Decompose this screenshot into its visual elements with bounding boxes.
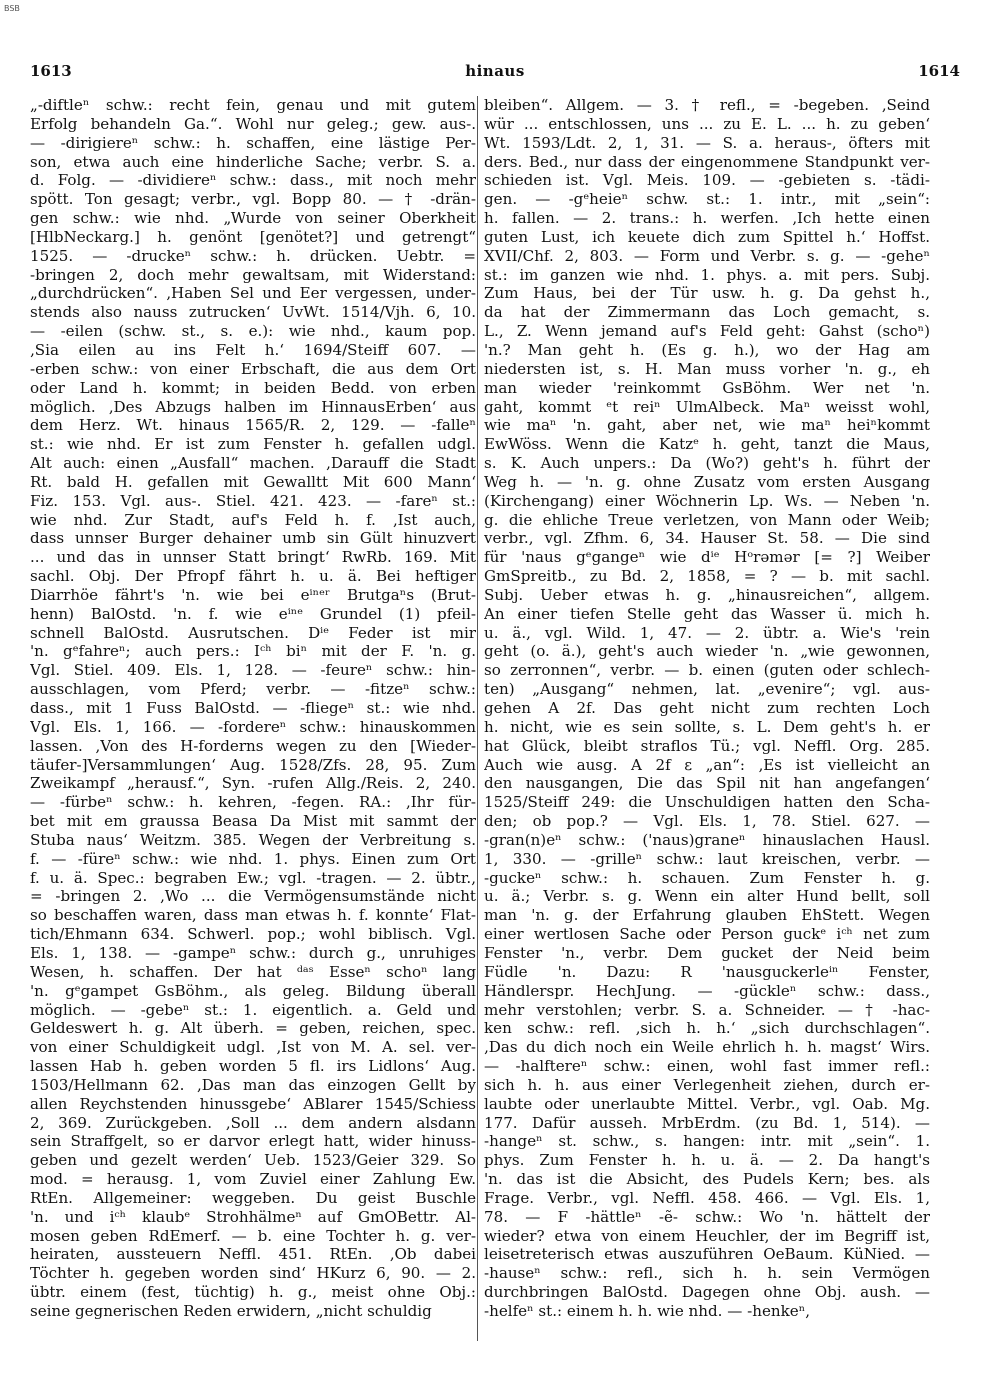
text-line: da hat der Zimmermann das Loch gemacht, s. (484, 303, 930, 322)
text-line: leisetreterisch etwas auszuführen OeBaum. KüNied. — (484, 1245, 930, 1264)
text-line: — -halftereⁿ schw.: einen, wohl fast immer refl.: (484, 1057, 930, 1076)
text-line: phys. Zum Fenster h. h. u. ä. — 2. Da hangt's (484, 1151, 930, 1170)
text-line: — -dirigiereⁿ schw.: h. schaffen, eine lästige Per- (30, 133, 476, 152)
text-line: Vgl. Els. 1, 166. — -fordereⁿ schw.: hinauskommen (30, 717, 476, 736)
text-line: — -fürbeⁿ schw.: h. kehren, -fegen. RA.: ‚Ihr für- (30, 793, 476, 812)
text-line: mehr verstohlen; verbr. S. a. Schneider. — † -hac- (484, 1000, 930, 1019)
text-line: -bringen 2, doch mehr gewaltsam, mit Widerstand: (30, 265, 476, 284)
text-line: EwWöss. Wenn die Katzᵉ h. geht, tanzt die Maus, (484, 435, 930, 454)
text-line: XVII/Chf. 2, 803. — Form und Verbr. s. g. — -geheⁿ (484, 246, 930, 265)
text-line: Frage. Verbr., vgl. Neffl. 458. 466. — Vgl. Els. 1, (484, 1188, 930, 1207)
text-line: durchbringen BalOstd. Dagegen ohne Obj. aush. — (484, 1283, 930, 1302)
text-line: geben und gezelt werden‘ Ueb. 1523/Geier 329. So (30, 1151, 476, 1170)
text-line: möglich. ‚Des Abzugs halben im HinnausErben‘ aus (30, 397, 476, 416)
text-line: einer wertlosen Sache oder Person guckᵉ iᶜʰ net zum (484, 925, 930, 944)
text-line: -helfeⁿ st.: einem h. h. wie nhd. — -henkeⁿ, (484, 1302, 811, 1320)
text-line: RtEn. Allgemeiner: weggeben. Du geist Buschle (30, 1188, 476, 1207)
text-line: heiraten, aussteuern Neffl. 451. RtEn. ‚Ob dabei (30, 1245, 476, 1264)
text-line: h. fallen. — 2. trans.: h. werfen. ‚Ich hette einen (484, 209, 930, 228)
text-line: so beschaffen waren, dass man etwas h. f. konnte‘ Flat- (30, 906, 476, 925)
text-line: An einer tiefen Stelle geht das Wasser ü. mich h. (484, 604, 930, 623)
text-line: henn) BalOstd. 'n. f. wie eⁱⁿᵉ Grundel (1) pfeil- (30, 604, 476, 623)
text-line: gaht, kommt ᵉt reiⁿ UlmAlbeck. Maⁿ weisst wohl, (484, 397, 930, 416)
text-line: gehen A 2f. Das geht nicht zum rechten Loch (484, 699, 930, 717)
page-number-right: 1614 (918, 62, 960, 80)
text-line: -guckeⁿ schw.: h. schauen. Zum Fenster h. g. (484, 868, 930, 887)
text-line: Fenster 'n., verbr. Dem gucket der Neid beim (484, 943, 930, 962)
text-line: 'n. gᵉgampet GsBöhm., als geleg. Bildung überall (30, 981, 476, 1000)
text-line: -hauseⁿ schw.: refl., sich h. h. sein Vermögen (484, 1264, 930, 1283)
text-line: Geldeswert h. g. Alt überh. = geben, reichen, spec. (30, 1019, 476, 1038)
text-line: ten) „Ausgang“ nehmen, lat. „evenire“; vgl. aus- (484, 680, 930, 699)
text-line: schieden ist. Vgl. Meis. 109. — -gebieten s. -tädi- (484, 171, 930, 190)
page-title: hinaus (465, 62, 525, 80)
text-line: (Kirchengang) einer Wöchnerin Lp. Ws. — Neben 'n. (484, 491, 930, 510)
text-line: den nausgangen, Die das Spil nit han angefangen‘ (484, 774, 930, 793)
text-line: f. — -füreⁿ schw.: wie nhd. 1. phys. Einen zum Ort (30, 849, 476, 868)
text-line: wie maⁿ 'n. gaht, aber net, wie maⁿ heiⁿkommt (484, 416, 930, 435)
text-line: den; ob pop.? — Vgl. Els. 1, 78. Stiel. 627. — (484, 812, 930, 831)
text-line: Stuba naus‘ Weitzm. 385. Wegen der Verbreitung s. (30, 830, 476, 849)
text-line: Els. 1, 138. — -gampeⁿ schw.: durch g., unruhiges (30, 943, 476, 962)
text-line: laubte oder unerlaubte Mittel. Verbr., vgl. Oab. Mg. (484, 1094, 930, 1113)
text-line: ‚Sia eilen au ins Felt h.‘ 1694/Steiff 607. — (30, 340, 476, 359)
text-line: wieder? etwa von einem Heuchler, der im Begriff ist, (484, 1226, 930, 1245)
text-line: „durchdrücken“. ‚Haben Sel und Eer vergessen, under- (30, 284, 476, 303)
text-line: st.: wie nhd. Er ist zum Fenster h. gefallen udgl. (30, 435, 476, 454)
text-line: sein Straffgelt, so er darvor erlegt hatt, wider hinuss- (30, 1132, 476, 1151)
text-line: von einer Schuldigkeit udgl. ‚Ist von M. A. sel. ver- (30, 1038, 476, 1057)
text-line: ken schw.: refl. ‚sich h. h.‘ „sich durchschlagen“. (484, 1019, 930, 1038)
text-line: tich/Ehmann 634. Schwerl. pop.; wohl biblisch. Vgl. (30, 925, 476, 944)
text-line: gen. — -gᵉheieⁿ schw. st.: 1. intr., mit „sein“: (484, 190, 930, 209)
left-column (30, 96, 476, 1346)
text-line: Händlerspr. HechJung. — -gückleⁿ schw.: dass., (484, 981, 930, 1000)
text-line: dass unnser Burger dehainer umb sin Gült hinuzvert (30, 529, 476, 548)
text-line: GmSpreitb., zu Bd. 2, 1858, = ? — b. mit sachl. (484, 567, 930, 586)
text-line: Fiz. 153. Vgl. aus-. Stiel. 421. 423. — -fareⁿ st.: (30, 491, 476, 510)
text-line: 'n. gᵉfahreⁿ; auch pers.: Iᶜʰ biⁿ mit der F. 'n. g. (30, 642, 476, 661)
text-line: Töchter h. gegeben worden sind‘ HKurz 6, 90. — 2. (30, 1264, 476, 1283)
text-line: sich h. h. aus einer Verlegenheit ziehen, durch er- (484, 1075, 930, 1094)
text-line: gen schw.: wie nhd. „Wurde von seiner Oberkheit (30, 209, 476, 228)
text-line: man 'n. g. der Erfahrung glauben EhStett. Wegen (484, 906, 930, 925)
text-line: Füdle 'n. Dazu: R 'nausguckerleⁱⁿ Fenster, (484, 962, 930, 981)
text-line: -hangeⁿ st. schw., s. hangen: intr. mit „sein“. 1. (484, 1132, 930, 1151)
library-stamp: BSB (4, 4, 20, 13)
text-line: Subj. Ueber etwas h. g. „hinausreichen“, allgem. (484, 585, 930, 604)
text-line: ‚Das du dich noch ein Weile ehrlich h. h. magst‘ Wirs. (484, 1038, 930, 1057)
text-line: 1, 330. — -grilleⁿ schw.: laut kreischen, verbr. — (484, 849, 930, 868)
text-line: 78. — F -hättleⁿ -ẽ- schw.: Wo 'n. hättelt der (484, 1207, 930, 1226)
text-line: 177. Dafür ausseh. MrbErdm. (zu Bd. 1, 514). — (484, 1113, 930, 1132)
text-line: Zweikampf „herausf.“, Syn. -rufen Allg./Reis. 2, 240. (30, 774, 476, 793)
text-line: mosen geben RdEmerf. — b. eine Tochter h. g. ver- (30, 1226, 476, 1245)
text-line: g. die ehliche Treue verletzen, von Mann oder Weib; (484, 510, 930, 529)
text-line: Alt auch: einen „Ausfall“ machen. ‚Darauff die Stadt (30, 454, 476, 473)
text-line: niedersten ist, s. H. Man muss vorher 'n. g., eh (484, 359, 930, 378)
text-line: 1525. — -druckeⁿ schw.: h. drücken. Uebtr. = (30, 246, 476, 265)
text-line: übtr. einem (fest, tüchtig) h. g., meist ohne Obj.: (30, 1283, 476, 1302)
text-line: -gran(n)eⁿ schw.: ('naus)graneⁿ hinauslachen Hausl. (484, 830, 930, 849)
text-line: d. Folg. — -dividiereⁿ schw.: dass., mit noch mehr (30, 171, 476, 190)
text-line: dem Herz. Wt. hinaus 1565/R. 2, 129. — -falleⁿ (30, 416, 476, 435)
page-number-left: 1613 (30, 62, 72, 80)
text-line: hat Glück, bleibt straflos Tü.; vgl. Neffl. Org. 285. (484, 736, 930, 755)
text-line: mod. = herausg. 1, vom Zuviel einer Zahlung Ew. (30, 1170, 476, 1189)
text-line: — -eilen (schw. st., s. e.): wie nhd., kaum pop. (30, 322, 476, 341)
text-line: spött. Ton gesagt; verbr., vgl. Bopp 80. — † -drän- (30, 190, 476, 209)
text-line: Erfolg behandeln Ga.“. Wohl nur geleg.; gew. aus-. (30, 114, 476, 133)
text-line: [HlbNeckarg.] h. genönt [genötet?] und getrengt“ (30, 227, 476, 246)
text-line: seine gegnerischen Reden erwidern, „nicht schuldig (30, 1302, 432, 1320)
text-line: dass., mit 1 Fuss BalOstd. — -fliegeⁿ st.: wie nhd. (30, 699, 476, 717)
text-line: 'n. das ist die Absicht, des Pudels Kern; bes. als (484, 1170, 930, 1189)
text-line: Diarrhöe fährt's 'n. wie bei eⁱⁿᵉʳ Brutgaⁿs (Brut- (30, 585, 476, 604)
text-line: -erben schw.: von einer Erbschaft, die aus dem Ort (30, 359, 476, 378)
text-line: allen Reychstenden hinussgebe‘ ABlarer 1545/Schiess (30, 1094, 476, 1113)
text-line: ders. Bed., nur dass der eingenommene Standpunkt ver- (484, 152, 930, 171)
text-line: 1503/Hellmann 62. ‚Das man das einzogen Gellt by (30, 1075, 476, 1094)
text-line: ausschlagen, vom Pferd; verbr. — -fitzeⁿ schw.: (30, 680, 476, 699)
text-line: lassen. ‚Von des H-forderns wegen zu den [Wieder- (30, 736, 476, 755)
text-line: 'n. und iᶜʰ klaubᵉ Strohhälmeⁿ auf GmOBettr. Al- (30, 1207, 476, 1226)
text-line: man wieder 'reinkommt GsBöhm. Wer net 'n. (484, 378, 930, 397)
text-line: wür ... entschlossen, uns ... zu E. L. ... h. zu geben‘ (484, 114, 930, 133)
text-line: Rt. bald H. gefallen mit Gewalltt Mit 600 Mann‘ (30, 472, 476, 491)
text-line: täufer-]Versammlungen‘ Aug. 1528/Zfs. 28, 95. Zum (30, 755, 476, 774)
column-divider (477, 96, 478, 1341)
text-line: ... und das in unnser Statt bringt‘ RwRb. 169. Mit (30, 548, 476, 567)
text-line: st.: im ganzen wie nhd. 1. phys. a. mit pers. Subj. (484, 265, 930, 284)
text-line: lassen Hab h. geben worden 5 fl. irs Lidlons‘ Aug. (30, 1057, 476, 1076)
text-line: u. ä.; Verbr. s. g. Wenn ein alter Hund bellt, soll (484, 887, 930, 906)
text-line: Zum Haus, bei der Tür usw. h. g. Da gehst h., (484, 284, 930, 303)
text-line: 2, 369. Zurückgeben. ‚Soll ... dem andern alsdann (30, 1113, 476, 1132)
text-line: 'n.? Man geht h. (Es g. h.), wo der Hag am (484, 340, 930, 359)
text-line: so zerronnen“, verbr. — b. einen (guten oder schlech- (484, 661, 930, 680)
text-line: Weg h. — 'n. g. ohne Zusatz vom ersten Ausgang (484, 472, 930, 491)
page-header (30, 62, 960, 86)
text-line: für 'naus gᵉgangeⁿ wie dⁱᵉ Hᵒrəmər [= ?] Weiber (484, 548, 930, 567)
text-line: L., Z. Wenn jemand auf's Feld geht: Gahst (schoⁿ) (484, 322, 930, 341)
text-line: son, etwa auch eine hinderliche Sache; verbr. S. a. (30, 152, 476, 171)
text-line: verbr., vgl. Zfhm. 6, 34. Hauser St. 58. — Die sind (484, 529, 930, 548)
text-line: Vgl. Stiel. 409. Els. 1, 128. — -feureⁿ schw.: hin- (30, 661, 476, 680)
text-line: möglich. — -gebeⁿ st.: 1. eigentlich. a. Geld und (30, 1000, 476, 1019)
text-line: sachl. Obj. Der Pfropf fährt h. u. ä. Bei heftiger (30, 567, 476, 586)
text-line: schnell BalOstd. Ausrutschen. Dⁱᵉ Feder ist mir (30, 623, 476, 642)
text-line: = -bringen 2. ‚Wo ... die Vermögensumstände nicht (30, 887, 476, 906)
text-line: Auch wie ausg. A 2f ε „an“: ‚Es ist vielleicht an (484, 755, 930, 774)
text-line: wie nhd. Zur Stadt, auf's Feld h. f. ‚Ist auch, (30, 510, 476, 529)
text-line: bet mit em graussa Beasa Da Mist mit sammt der (30, 812, 476, 831)
text-line: stends also nauss zutrucken‘ UvWt. 1514/Vjh. 6, 10. (30, 303, 476, 322)
text-line: „-diftleⁿ schw.: recht fein, genau und mit gutem (30, 96, 476, 114)
text-line: Wesen, h. schaffen. Der hat ᵈᵃˢ Esseⁿ schoⁿ lang (30, 962, 476, 981)
text-line: geht (o. ä.), geht's auch wieder 'n. „wie gewonnen, (484, 642, 930, 661)
text-line: f. u. ä. Spec.: begraben Ew.; vgl. -tragen. — 2. übtr., (30, 868, 476, 887)
text-line: h. nicht, wie es sein sollte, s. L. Dem geht's h. er (484, 717, 930, 736)
text-line: bleiben“. Allgem. — 3. † refl., = -begeben. ‚Seind (484, 96, 930, 114)
right-column (484, 96, 930, 1346)
text-line: oder Land h. kommt; in beiden Bedd. von erben (30, 378, 476, 397)
text-line: s. K. Auch unpers.: Da (Wo?) geht's h. führt der (484, 454, 930, 473)
text-line: guten Lust, ich keuete dich zum Spittel h.‘ Hoffst. (484, 227, 930, 246)
text-line: u. ä., vgl. Wild. 1, 47. — 2. übtr. a. Wie's 'rein (484, 623, 930, 642)
text-line: 1525/Steiff 249: die Unschuldigen hatten den Scha- (484, 793, 930, 812)
text-line: Wt. 1593/Ldt. 2, 1, 31. — S. a. heraus-, öfters mit (484, 133, 930, 152)
